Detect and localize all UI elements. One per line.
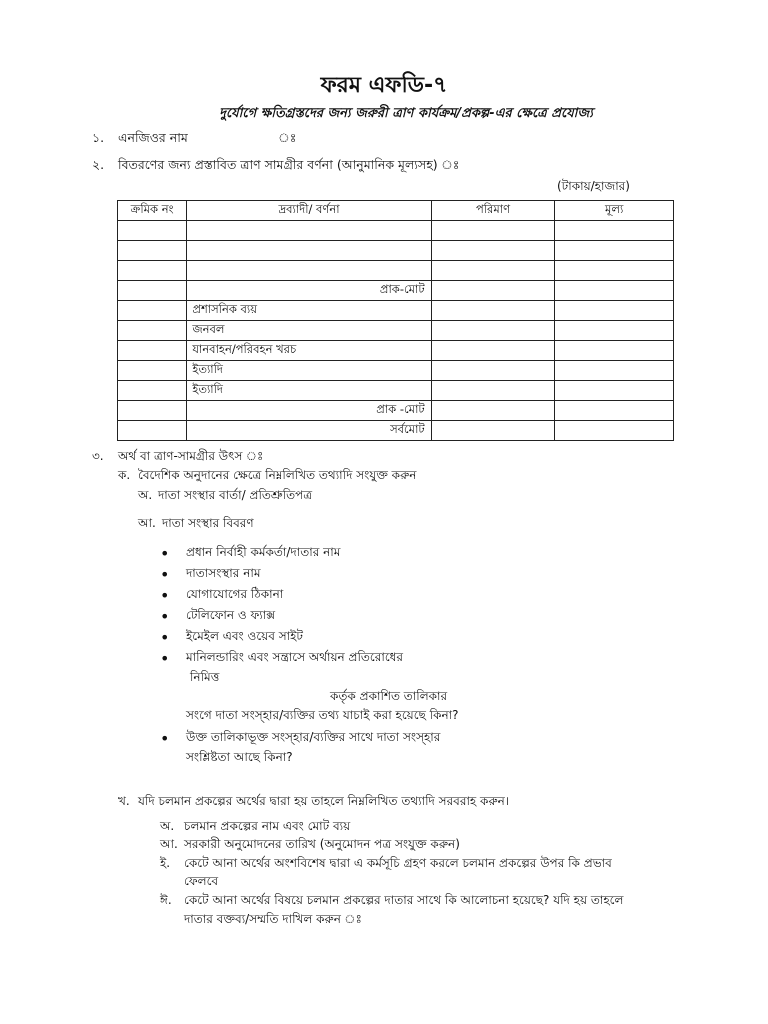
sub-item-text: সরকারী অনুমোদনের তারিখ (অনুমোদন পত্র সংযুক্ত করুন): [184, 837, 460, 851]
table-cell: জনবল: [187, 321, 431, 341]
table-cell: [555, 401, 674, 421]
table-cell: [555, 241, 674, 261]
table-cell: [555, 281, 674, 301]
table-cell: [431, 381, 555, 401]
table-cell: [431, 401, 555, 421]
table-cell: প্রাক-মোট: [187, 281, 431, 301]
item3-ka-number: ক.: [118, 468, 131, 482]
table-cell: [118, 241, 187, 261]
table-cell: সর্বমোট: [187, 421, 431, 441]
item1-number: ১.: [92, 130, 105, 145]
table-cell: [431, 281, 555, 301]
currency-unit: (টাকায়/হাজার): [557, 179, 630, 193]
bullet-continuation: নিমিত্ত: [190, 670, 220, 684]
table-header-row: [118, 201, 674, 221]
table-row: [118, 341, 674, 361]
col-price: মূল্য: [555, 201, 674, 221]
table-cell: [555, 301, 674, 321]
table-cell: প্রাক -মোট: [187, 401, 431, 421]
item2-number: ২.: [92, 157, 105, 172]
form-title: ফরম এফডি-৭: [320, 73, 448, 98]
table-cell: [431, 341, 555, 361]
bullet-continuation: সংগে দাতা সংস্হার/ব্যক্তির তথ্য যাচাই করা হয়েছে কিনা?: [186, 708, 459, 722]
table-cell: [118, 301, 187, 321]
item1-colon: ঃ: [278, 130, 297, 145]
bullet-text: প্রধান নির্বাহী কর্মকর্তা/দাতার নাম: [186, 545, 341, 559]
table-cell: যানবাহন/পরিবহন খরচ: [187, 341, 431, 361]
table-row: [118, 361, 674, 381]
bullet-icon: •: [160, 729, 170, 748]
table-cell: [431, 361, 555, 381]
table-cell: [431, 221, 555, 241]
table-cell: [431, 421, 555, 441]
table-cell: [187, 221, 431, 241]
bullet-text: ইমেইল এবং ওয়েব সাইট: [186, 629, 303, 643]
table-cell: [118, 221, 187, 241]
sub-item-number: অ.: [160, 819, 175, 833]
item1-label: এনজিওর নাম: [118, 130, 188, 145]
item3-label: অর্থ বা ত্রাণ-সামগ্রীর উৎস ঃ: [118, 449, 264, 463]
table-row-grand-total: [118, 421, 674, 441]
table-cell: [118, 261, 187, 281]
item3-ka-text: বৈদেশিক অনুদানের ক্ষেত্রে নিম্নলিখিত তথ্যাদি সংযুক্ত করুন: [138, 468, 417, 482]
col-quantity: পরিমাণ: [431, 201, 555, 221]
table-cell: [118, 361, 187, 381]
table-cell: [555, 221, 674, 241]
bullet-text: দাতাসংস্থার নাম: [186, 566, 261, 580]
table-cell: [118, 321, 187, 341]
table-cell: [555, 261, 674, 281]
sub-item-text: কেটে আনা অর্থের অংশবিশেষ দ্বারা এ কর্মসূচি গ্রহণ করলে চলমান প্রকল্পের উপর কি প্রভাব: [184, 856, 612, 870]
bullet-text: টেলিফোন ও ফ্যাক্স: [186, 608, 276, 622]
table-cell: [118, 401, 187, 421]
item3-number: ৩.: [92, 449, 104, 463]
sub-item-text: চলমান প্রকল্পের নাম এবং মোট ব্যয়: [184, 819, 351, 833]
col-serial: ক্রমিক নং: [118, 201, 187, 221]
table-row-subtotal: [118, 401, 674, 421]
item3-a-number: অ.: [138, 488, 153, 502]
table-row: [118, 321, 674, 341]
sub-item-number: ই.: [160, 856, 171, 870]
bullet-icon: •: [160, 628, 170, 647]
table-cell: [118, 421, 187, 441]
table-cell: [555, 321, 674, 341]
bullet-text: যোগাযোগের ঠিকানা: [186, 587, 284, 601]
sub-item-number: ঈ.: [160, 893, 172, 907]
sub-item-continuation: দাতার বক্তব্য/সম্মতি দাখিল করুন ঃ: [184, 912, 362, 926]
table-cell: [118, 381, 187, 401]
table-cell: [431, 321, 555, 341]
table-cell: [118, 341, 187, 361]
item3-a-text: দাতা সংস্থার বার্তা/ প্রতিশ্রুতিপত্র: [158, 488, 313, 502]
table-cell: [431, 261, 555, 281]
table-cell: [555, 341, 674, 361]
table-row: [118, 261, 674, 281]
bullet-text: উক্ত তালিকাভূক্ত সংস্হার/ব্যক্তির সাথে দাতা সংস্হার: [186, 730, 441, 744]
table-cell: প্রশাসনিক ব্যয়: [187, 301, 431, 321]
table-row: [118, 301, 674, 321]
bullet-icon: •: [160, 649, 170, 668]
sub-item-number: আ.: [160, 837, 178, 851]
item3-aa-number: আ.: [138, 516, 156, 530]
form-subtitle: দুর্যোগে ক্ষতিগ্রস্তদের জন্য জরুরী ত্রাণ কার্যক্রম/প্রকল্প-এর ক্ষেত্রে প্রযোজ্য: [219, 106, 593, 121]
table-cell: [187, 261, 431, 281]
bullet-continuation: কর্তৃক প্রকাশিত তালিকার: [330, 689, 448, 703]
item2-label: বিতরণের জন্য প্রস্তাবিত ত্রাণ সামগ্রীর বর্ণনা (আনুমানিক মূল্যসহ) ঃ: [118, 157, 460, 172]
table-row: [118, 241, 674, 261]
col-description: দ্রব্যাদী/ বর্ণনা: [187, 201, 431, 221]
relief-items-table: [117, 200, 674, 441]
bullet-icon: •: [160, 586, 170, 605]
bullet-icon: •: [160, 544, 170, 563]
item3-kha-text: যদি চলমান প্রকল্পের অর্থের দ্বারা হয় তাহলে নিম্নলিখিত তথ্যাদি সরবরাহ করুন।: [138, 794, 510, 808]
table-row: [118, 221, 674, 241]
table-cell: ইত্যাদি: [187, 381, 431, 401]
item3-aa-text: দাতা সংস্থার বিবরণ: [162, 516, 254, 530]
table-cell: [118, 281, 187, 301]
bullet-icon: •: [160, 607, 170, 626]
table-row-subtotal: [118, 281, 674, 301]
sub-item-text: কেটে আনা অর্থের বিষয়ে চলমান প্রকল্পের দাতার সাথে কি আলোচনা হয়েছে? যদি হয় তাহলে: [184, 893, 624, 907]
table-cell: [555, 421, 674, 441]
table-cell: [187, 241, 431, 261]
table-cell: [555, 361, 674, 381]
table-row: [118, 381, 674, 401]
sub-item-continuation: ফেলবে: [184, 874, 219, 888]
table-cell: ইত্যাদি: [187, 361, 431, 381]
bullet-text: মানিলন্ডারিং এবং সন্ত্রাসে অর্থায়ন প্রতিরোধের: [186, 650, 403, 664]
bullet-continuation: সংশ্লিষ্টতা আছে কিনা?: [186, 750, 293, 764]
table-cell: [431, 241, 555, 261]
bullet-icon: •: [160, 565, 170, 584]
table-cell: [431, 301, 555, 321]
item3-kha-number: খ.: [118, 794, 130, 808]
table-cell: [555, 381, 674, 401]
